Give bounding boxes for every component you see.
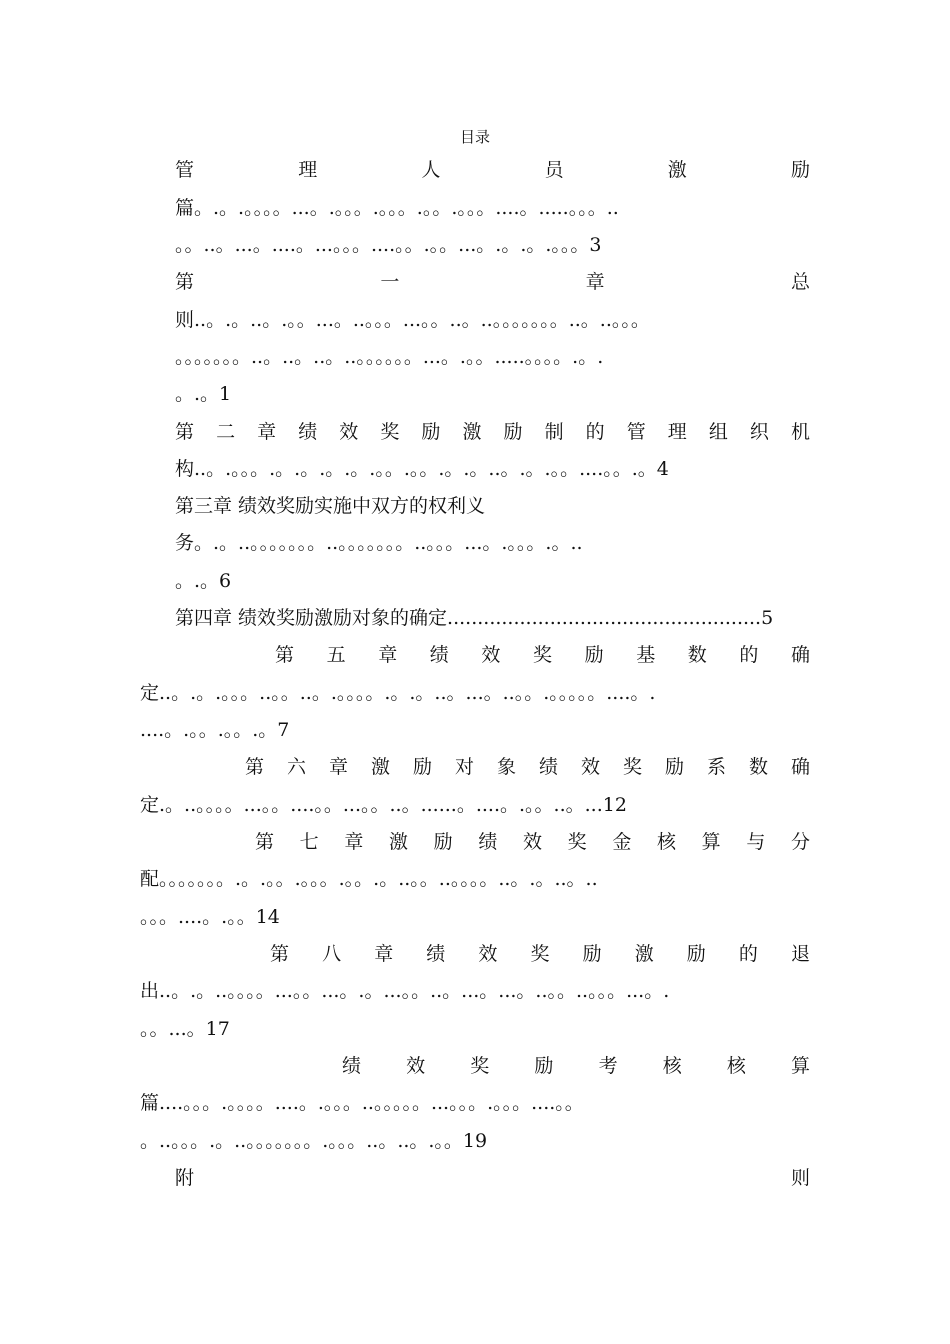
toc-line: 。..。。。.。..。。。。。。。.。。。..。..。.。。19 (140, 1130, 488, 1152)
toc-line: 第 六 章 激 励 对 象 绩 效 奖 励 系 数 确 (245, 756, 810, 778)
toc-line: 篇。.。.。。。。...。.。。。.。。。.。。.。。。....。.....。。。.. (175, 197, 619, 219)
toc-line: 第 一 章 总 (175, 271, 810, 293)
toc-line: 。.。1 (175, 383, 232, 405)
toc-line: 构..。.。。。.。.。.。.。.。。.。。.。.。..。.。.。。....。。.。4 (175, 458, 669, 480)
toc-line: 则..。.。..。.。。...。..。。。...。。..。..。。。。。。。..。..。。。 (175, 309, 650, 331)
toc-line: 第 五 章 绩 效 奖 励 基 数 的 确 (275, 644, 810, 666)
toc-line: 配。。。。。。。.。.。。.。。。.。。.。..。。..。。。。..。.。..。.. (140, 868, 598, 890)
toc-line: 第 八 章 绩 效 奖 励 激 励 的 退 (270, 943, 810, 965)
toc-line: 。。。....。.。。14 (140, 906, 280, 928)
toc-line: 篇....。。。.。。。。....。.。。。..。。。。。...。。。.。。。....。。 (140, 1092, 584, 1114)
toc-title: 目录 (459, 128, 490, 146)
toc-line: 第三章 绩效奖励实施中双方的权利义 (175, 495, 486, 517)
toc-line: 定.。..。。。。...。。....。。...。。..。......。....。.。。..。...12 (140, 794, 627, 816)
toc-line: 出..。.。..。。。。...。。...。.。...。。..。...。...。..。。..。。。...。. (140, 980, 670, 1002)
toc-line: 。。..。...。....。...。。。....。。.。。...。.。.。.。。。3 (175, 234, 602, 256)
toc-line: 第四章 绩效奖励激励对象的确定....................................................5 (175, 607, 774, 629)
toc-line: 。。...。17 (140, 1018, 230, 1040)
toc-line: 第 二 章 绩 效 奖 励 激 励 制 的 管 理 组 织 机 (175, 421, 810, 443)
toc-line: 务。.。..。。。。。。。..。。。。。。。..。。。...。.。。。.。.. (175, 532, 583, 554)
toc-line: 绩 效 奖 励 考 核 核 算 (342, 1055, 810, 1077)
toc-line: 定..。.。.。。。..。。..。.。。。。.。.。..。...。..。。.。。。。。....。. (140, 682, 656, 704)
toc-line: ....。.。。.。。.。7 (140, 719, 290, 741)
toc-line: 附 则 (175, 1167, 810, 1189)
toc-line: 管 理 人 员 激 励 (175, 159, 810, 181)
toc-line: 第 七 章 激 励 绩 效 奖 金 核 算 与 分 (255, 831, 810, 853)
toc-line: 。。。。。。。..。..。..。..。。。。。。...。.。。.....。。。。.。. (175, 346, 604, 368)
toc-line: 。.。6 (175, 570, 232, 592)
